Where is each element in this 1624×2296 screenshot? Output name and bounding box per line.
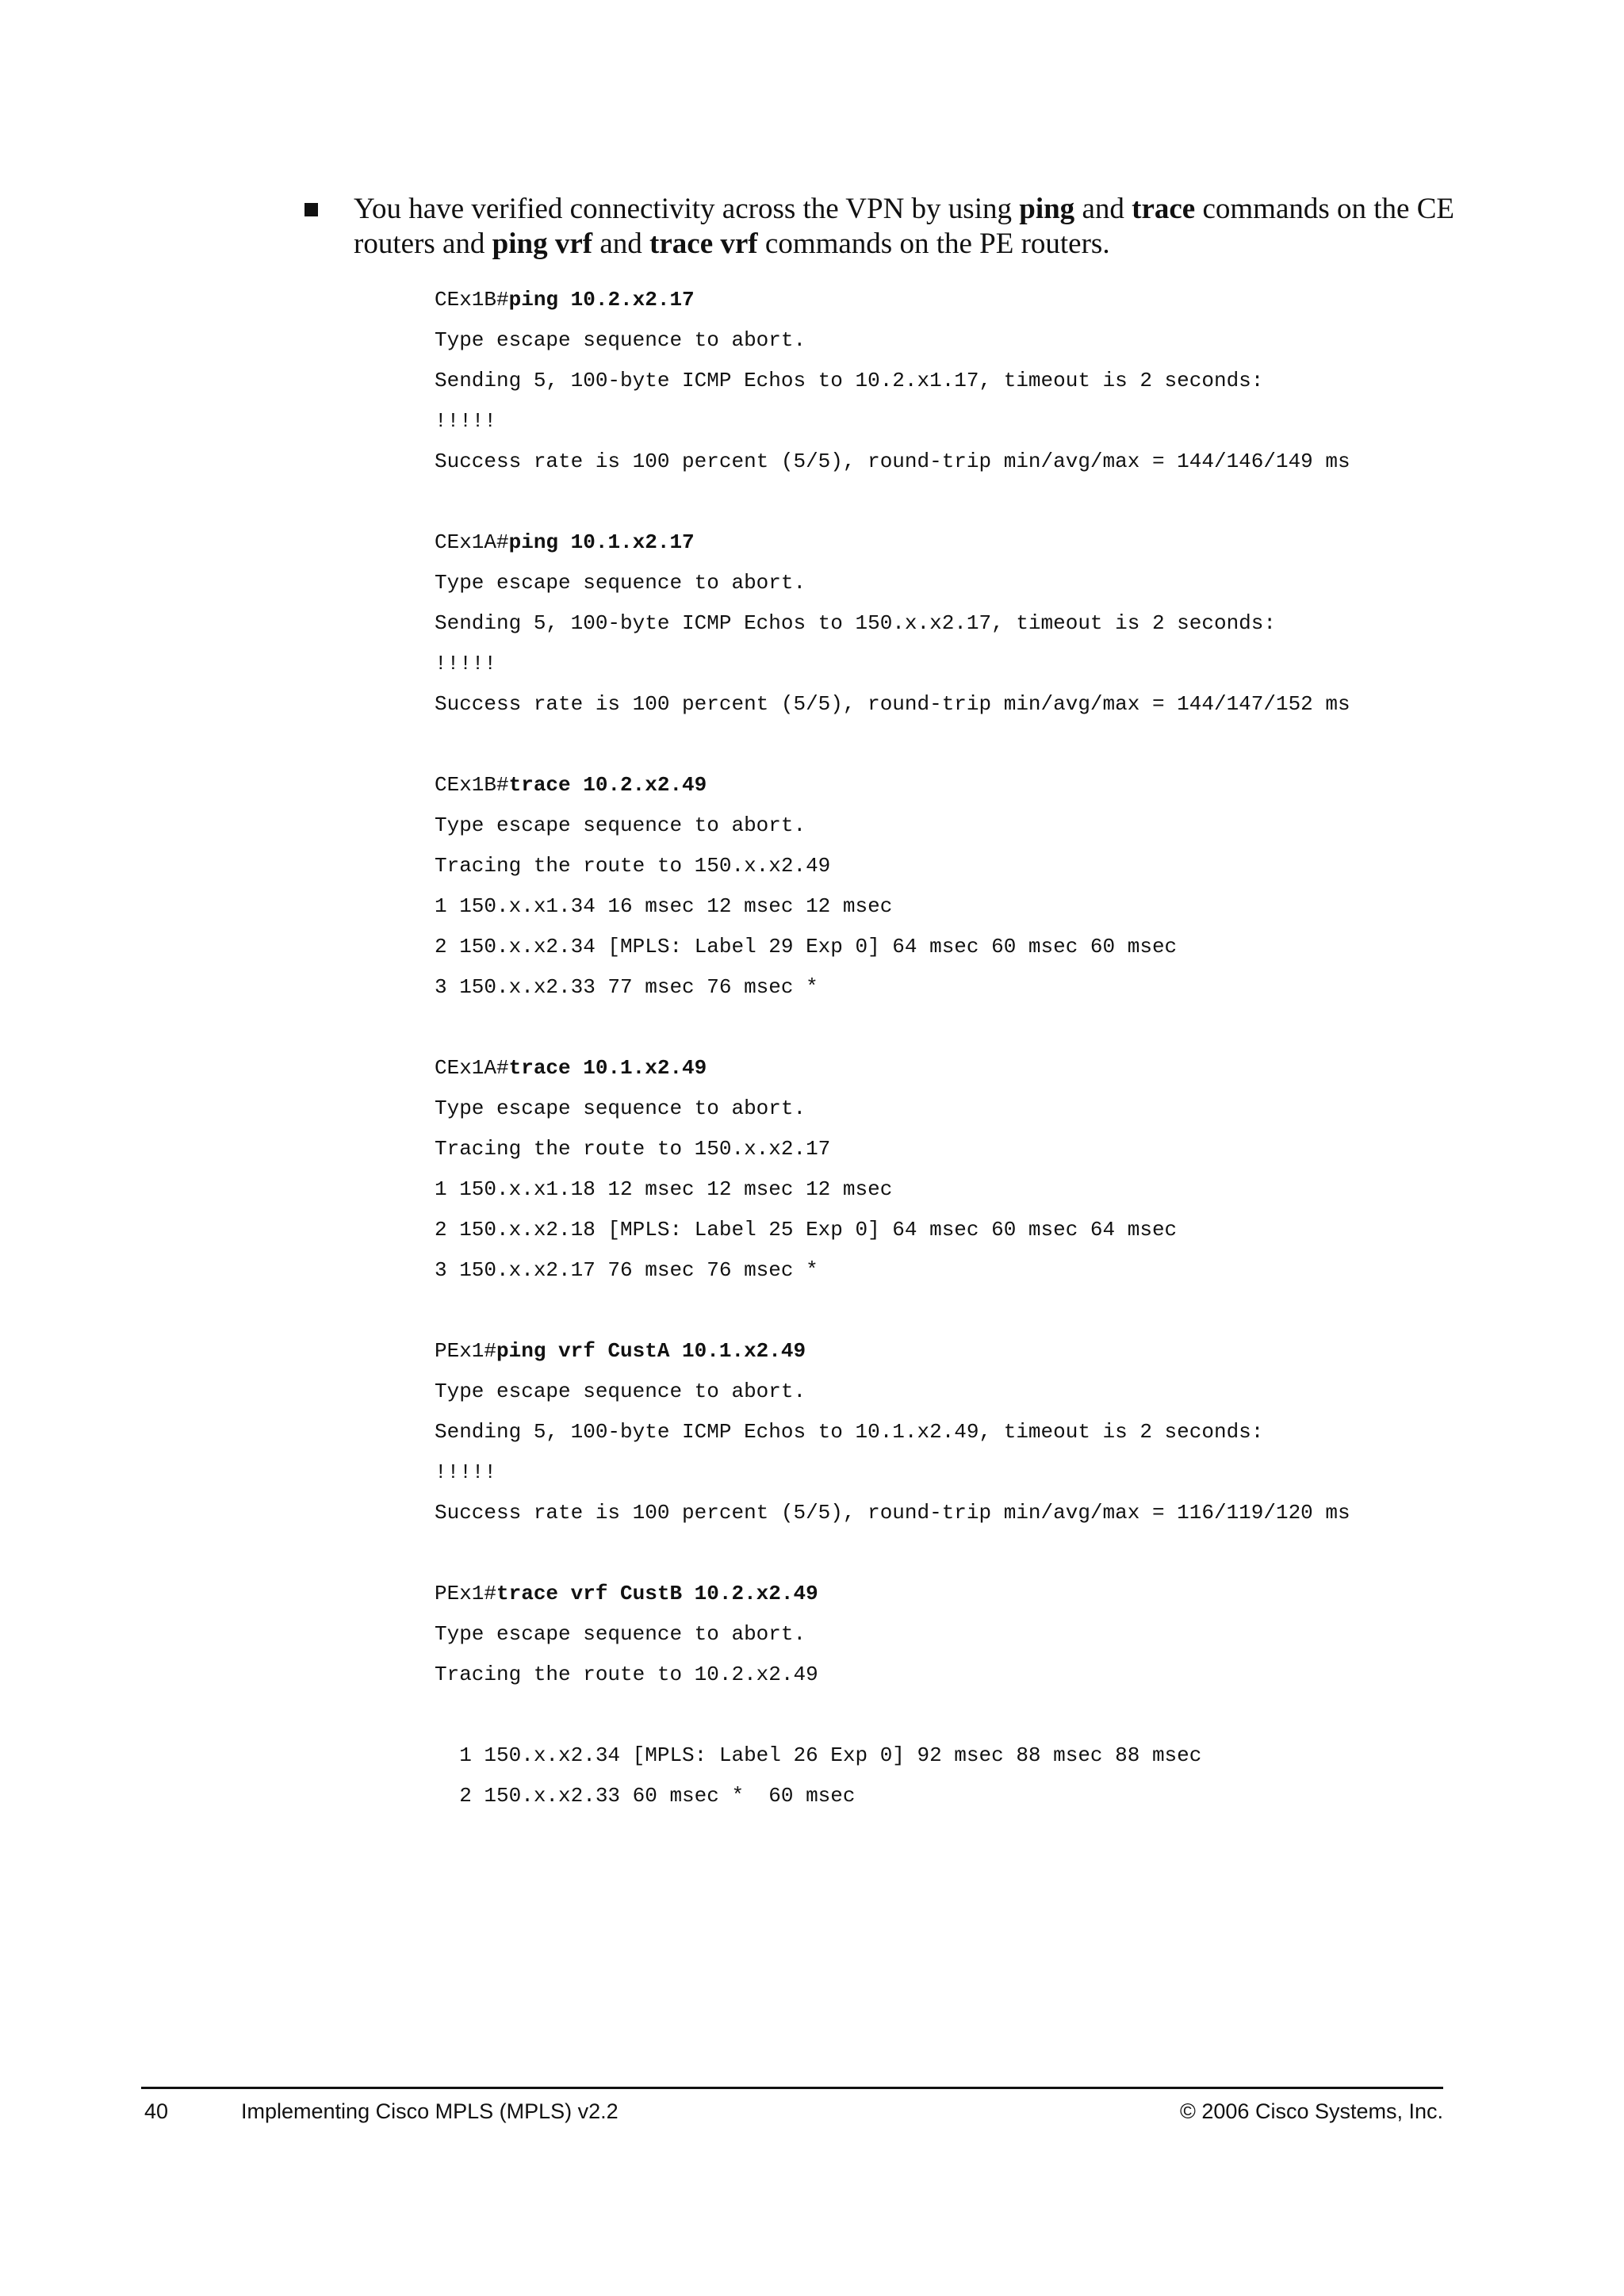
bullet-text-run: and [1074, 193, 1132, 225]
cli-command: trace 10.1.x2.49 [508, 1056, 707, 1080]
command-keyword: ping [1019, 193, 1075, 225]
cli-output-line: 3 150.x.x2.17 76 msec 76 msec * [435, 1258, 818, 1282]
cli-output-line: Type escape sequence to abort. [435, 1622, 806, 1646]
blank-line [435, 729, 1584, 769]
bullet-text-run: commands on the CE routers and [354, 193, 1455, 260]
cli-output-line: 2 150.x.x2.34 [MPLS: Label 29 Exp 0] 64 msec 60 msec 60 msec [435, 935, 1178, 959]
cli-command: trace 10.2.x2.49 [508, 773, 707, 797]
cli-output-line: Type escape sequence to abort. [435, 328, 806, 352]
cli-output-line: Sending 5, 100-byte ICMP Echos to 10.1.x2.49, timeout is 2 seconds: [435, 1420, 1264, 1444]
cli-output-line: Type escape sequence to abort. [435, 571, 806, 595]
cli-command-line [435, 1335, 1584, 1376]
cli-output-line: 1 150.x.x1.34 16 msec 12 msec 12 msec [435, 894, 893, 918]
router-prompt: PEx1# [435, 1339, 497, 1363]
cli-command-line [435, 769, 1584, 809]
router-prompt: CEx1A# [435, 1056, 509, 1080]
page-number: 40 [144, 2099, 169, 2123]
cli-output-line: 3 150.x.x2.33 77 msec 76 msec * [435, 975, 818, 999]
bullet-text-run: You have verified connectivity across the VPN by using [354, 193, 1020, 225]
blank-line [435, 1537, 1584, 1578]
cli-command: ping vrf CustA 10.1.x2.49 [496, 1339, 806, 1363]
blank-line [435, 1295, 1584, 1335]
copyright-notice: © 2006 Cisco Systems, Inc. [1179, 2099, 1443, 2123]
cli-output-line: 1 150.x.x2.34 [MPLS: Label 26 Exp 0] 92 msec 88 msec 88 msec [435, 1743, 1202, 1767]
cli-command-line [435, 1578, 1584, 1618]
square-bullet-icon [304, 203, 318, 216]
router-prompt: CEx1B# [435, 773, 509, 797]
blank-line [435, 1699, 1584, 1739]
cli-command-line [435, 526, 1584, 567]
footer-divider [141, 2087, 1443, 2089]
blank-line [435, 486, 1584, 526]
cli-output-line: !!!!! [435, 409, 497, 433]
cli-output-line: 1 150.x.x1.18 12 msec 12 msec 12 msec [435, 1177, 893, 1201]
command-keyword: trace vrf [649, 228, 758, 260]
cli-output-line: !!!!! [435, 1460, 497, 1484]
book-title: Implementing Cisco MPLS (MPLS) v2.2 [241, 2099, 619, 2123]
cli-output-line: !!!!! [435, 652, 497, 675]
router-prompt: CEx1A# [435, 530, 509, 554]
cli-command: ping 10.2.x2.17 [508, 288, 695, 312]
bullet-text [354, 192, 1454, 262]
command-keyword: ping vrf [492, 228, 593, 260]
cli-command: ping 10.1.x2.17 [508, 530, 695, 554]
cli-output-line: Sending 5, 100-byte ICMP Echos to 150.x.x2.17, timeout is 2 seconds: [435, 611, 1276, 635]
cli-command-line [435, 284, 1584, 324]
router-prompt: PEx1# [435, 1582, 497, 1605]
cli-output-line: 2 150.x.x2.18 [MPLS: Label 25 Exp 0] 64 msec 60 msec 64 msec [435, 1218, 1178, 1242]
cli-output-line: 2 150.x.x2.33 60 msec * 60 msec [435, 1784, 856, 1808]
cli-output-line: Success rate is 100 percent (5/5), round-trip min/avg/max = 144/147/152 ms [435, 692, 1350, 716]
cli-output-line: Tracing the route to 150.x.x2.17 [435, 1137, 831, 1161]
cli-output-line: Success rate is 100 percent (5/5), round-trip min/avg/max = 116/119/120 ms [435, 1501, 1350, 1525]
cli-output-line: Tracing the route to 150.x.x2.49 [435, 854, 831, 878]
cli-output-line: Tracing the route to 10.2.x2.49 [435, 1663, 818, 1686]
cli-output-block [435, 284, 1584, 1820]
bullet-text-run: commands on the PE routers. [757, 228, 1110, 260]
cli-output-line: Type escape sequence to abort. [435, 1380, 806, 1403]
cli-command: trace vrf CustB 10.2.x2.49 [496, 1582, 818, 1605]
router-prompt: CEx1B# [435, 288, 509, 312]
cli-command-line [435, 1052, 1584, 1093]
command-keyword: trace [1132, 193, 1196, 225]
cli-output-line: Success rate is 100 percent (5/5), round-trip min/avg/max = 144/146/149 ms [435, 450, 1350, 473]
bullet-text-run: and [592, 228, 650, 260]
cli-output-line: Sending 5, 100-byte ICMP Echos to 10.2.x1.17, timeout is 2 seconds: [435, 369, 1264, 392]
blank-line [435, 1012, 1584, 1052]
cli-output-line: Type escape sequence to abort. [435, 813, 806, 837]
bullet-item [304, 192, 1454, 262]
cli-output-line: Type escape sequence to abort. [435, 1096, 806, 1120]
